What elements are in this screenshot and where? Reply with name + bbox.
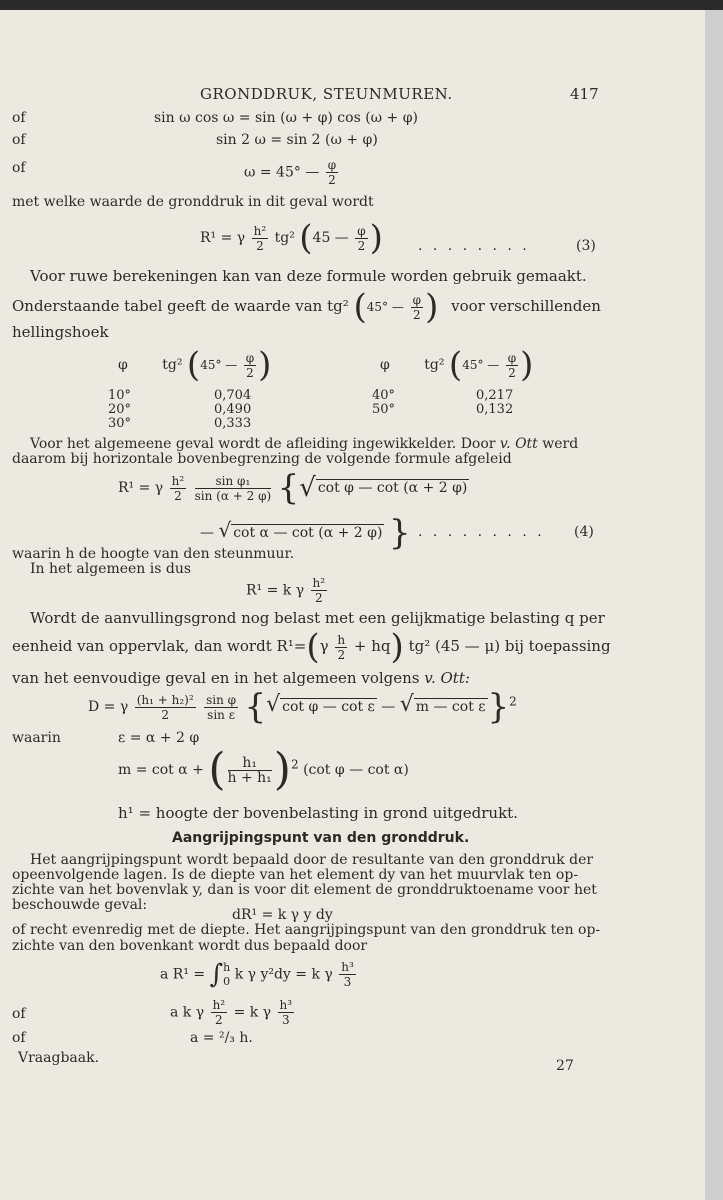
paragraph-6-line-3: van het eenvoudige geval en in het algemeen volgens v. Ott:: [12, 669, 470, 687]
equation-epsilon: ε = α + 2 φ: [118, 730, 200, 746]
equation-8: a k γ $\frac{\text{h²}}{2}$ = k γ $\frac{\text{h³}}{3}$: [170, 998, 293, 1027]
page-edge: [705, 10, 723, 1200]
table-header-left: φ tg² (45° — $\frac{\varphi}{2}$ ): [118, 345, 272, 385]
equation-5: R¹ = k γ $\frac{\text{h²}}{2}$: [246, 576, 326, 605]
equation-d: D = γ $\frac{\text{(h₁ + h₂)²}}{2}$ $\frac{\text{sin φ}}{\text{sin ε}}$ {√ cot φ — cot ε — √ m — cot ε}$^2$: [88, 687, 517, 727]
equation-6: dR¹ = k γ y dy: [232, 907, 333, 923]
table-right: [372, 389, 513, 417]
page-number: 417: [570, 85, 599, 103]
paragraph-7-line-4: beschouwde geval:: [12, 897, 148, 913]
paragraph-8-line-2: zichte van den bovenkant wordt dus bepaald door: [12, 938, 368, 954]
equation-3-dots: . . . . . . . .: [418, 238, 530, 254]
equation-line-2: sin 2 ω = sin 2 (ω + φ): [216, 132, 378, 148]
paragraph-4-line-1: Voor het algemeene geval wordt de afleiding ingewikkelder. Door v. Ott werd: [30, 436, 579, 452]
footer-title: Vraagbaak.: [18, 1050, 100, 1066]
equation-9: a = ²/₃ h.: [190, 1030, 253, 1046]
table-header-right: φ tg² (45° — $\frac{\varphi}{2}$ ): [380, 345, 534, 385]
equation-line-1: sin ω cos ω = sin (ω + φ) cos (ω + φ): [154, 110, 418, 126]
waarin-label: waarin: [12, 730, 61, 746]
paragraph-6-line-1: Wordt de aanvullingsgrond nog belast met een gelijkmatige belasting q per: [30, 609, 605, 627]
of-label-1: of: [12, 110, 26, 126]
table-row: 20° 0,490: [108, 402, 252, 417]
paragraph-3-line-1: Onderstaande tabel geeft de waarde van tg² (45° — $\frac{\varphi}{2}$ ) voor verschillenden: [12, 287, 601, 327]
table-row: 40° 0,217: [372, 388, 514, 403]
paragraph-8-line-1: of recht evenredig met de diepte. Het aangrijpingspunt van den gronddruk ten op-: [12, 922, 601, 938]
of-label-3: of: [12, 160, 26, 176]
paragraph-5-line-1: waarin h de hoogte van den steunmuur.: [12, 546, 295, 562]
equation-4-tag: (4): [574, 524, 594, 540]
table-row: 10° 0,704: [108, 388, 252, 403]
paragraph-4-line-2: daarom bij horizontale bovenbegrenzing de volgende formule afgeleid: [12, 451, 512, 467]
equation-line-3: ω = 45° — $\frac{\varphi}{2}$: [244, 158, 337, 187]
paragraph-2: Voor ruwe berekeningen kan van deze formule worden gebruik gemaakt.: [30, 267, 587, 285]
paragraph-5-line-2: In het algemeen is dus: [30, 561, 192, 577]
of-label-4: of: [12, 1006, 26, 1022]
paragraph-1: met welke waarde de gronddruk in dit geval wordt: [12, 194, 374, 210]
equation-4-line-1: R¹ = γ $\frac{\text{h²}}{2}$ $\frac{\text{sin φ₁}}{\sin (\alpha + 2 \varphi)}$ {√ cot φ — cot (α + 2 φ): [118, 468, 468, 508]
equation-7: a R¹ = ∫ h 0 k γ y²dy = k γ $\frac{\text{h³}}{3}$: [160, 959, 354, 990]
equation-4-dots: . . . . . . . . .: [418, 524, 545, 540]
table-row: 50° 0,132: [372, 402, 514, 417]
footer-page-number: 27: [556, 1058, 574, 1074]
equation-3: R¹ = γ $\frac{\text{h²}}{2}$ tg² (45 — $\frac{\varphi}{2}$ ): [200, 218, 383, 258]
paragraph-7-line-3: zichte van het bovenvlak y, dan is voor dit element de gronddruktoename voor het: [12, 882, 597, 898]
running-title: GRONDDRUK, STEUNMUREN.: [200, 85, 453, 103]
of-label-5: of: [12, 1030, 26, 1046]
equation-4-line-2: — √ cot α — cot (α + 2 φ) }: [200, 513, 411, 553]
of-label-2: of: [12, 132, 26, 148]
table-left: [108, 389, 251, 431]
paragraph-6-line-2: eenheid van oppervlak, dan wordt R¹=(γ $\frac{h}{2}$ + hq) tg² (45 — μ) bij toepassing: [12, 627, 611, 667]
equation-m: m = cot α + ( $\frac{\text{h₁}}{\text{h + h₁}}$ )$^2$ (cot φ — cot α): [118, 744, 409, 795]
section-heading: Aangrijpingspunt van den gronddruk.: [172, 830, 470, 846]
equation-h1: h¹ = hoogte der bovenbelasting in grond uitgedrukt.: [118, 804, 518, 822]
paragraph-7-line-1: Het aangrijpingspunt wordt bepaald door de resultante van den gronddruk der: [30, 852, 594, 868]
paragraph-7-line-2: opeenvolgende lagen. Is de diepte van het element dy van het muurvlak ten op-: [12, 867, 579, 883]
paragraph-3-line-2: hellingshoek: [12, 323, 109, 341]
equation-3-tag: (3): [576, 238, 596, 254]
table-row: 30° 0,333: [108, 416, 252, 431]
book-page: [0, 10, 705, 1200]
